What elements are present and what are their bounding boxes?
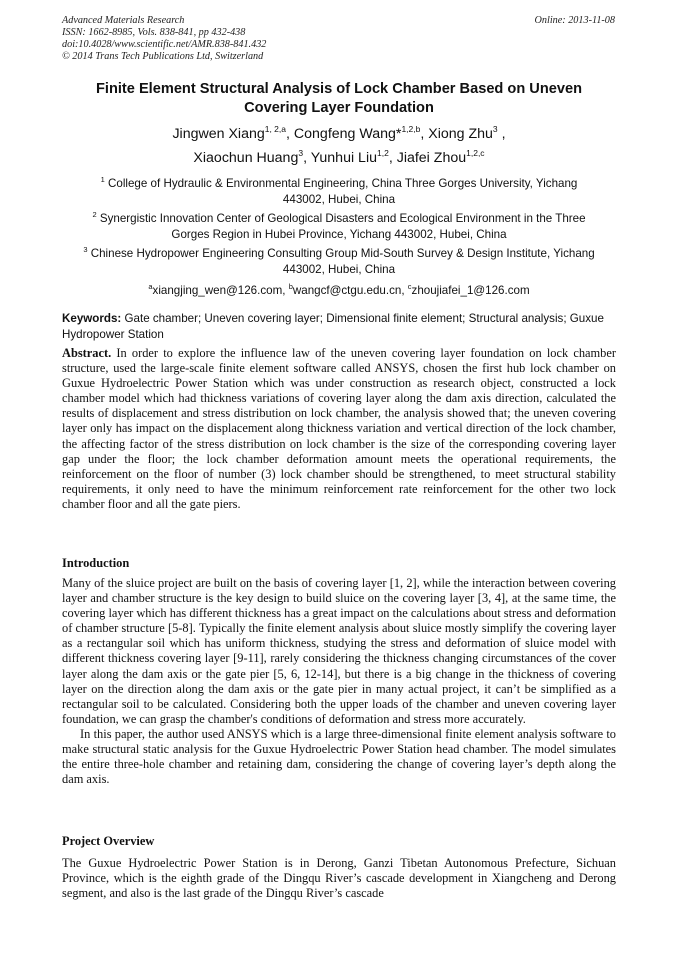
author-sup: 1,2,b bbox=[401, 124, 421, 134]
introduction-paragraph-1: Many of the sluice project are built on the basis of covering layer [1, 2], while the interaction between covering layer and chamber structure is the key design to build sluice on the covering layer [3, 4], at the same time, the covering layer which has different thickness has a great impact on the calculations about stress and deformation of chamber structure [5-8]. Typically the finite element analysis about sluice mostly simplify the covering layer as a rectangular soil which has uniform thickness, studying the stress and deformation of sluice model with different thickness covering layer [9-11], rarely considering the thickness changing circumstances of the cover layer along the dam axis or the gate pier [5, 6, 12-14], but there is a big change in the thickness of covering layer on the direction along the dam axis or the gate pier in many actual project, it can’t be simplified as a rectangular soil to be calculated. Considering both the upper loads of the chamber and uneven covering layer foundation, we can grasp the chamber's conditions of deformation and stress more accurately. bbox=[62, 576, 616, 726]
affiliation-text: Synergistic Innovation Center of Geological Disasters and Ecological Environment in the Three bbox=[99, 212, 586, 225]
author-sup: 1, 2,a bbox=[264, 124, 287, 134]
journal-header bbox=[62, 15, 266, 63]
keywords-block bbox=[62, 311, 616, 342]
author-sup: 3 bbox=[492, 124, 498, 134]
affiliation-number: 2 bbox=[92, 210, 97, 219]
keywords-label: Keywords: bbox=[62, 312, 122, 325]
keywords-text: Gate chamber; Uneven covering layer; Dimensional finite element; Structural analysis; Guxue Hydropower Station bbox=[62, 312, 604, 341]
affiliation-number: 3 bbox=[83, 245, 88, 254]
introduction-body bbox=[62, 576, 616, 787]
author-sup: 1,2 bbox=[377, 148, 389, 158]
author-name: Jiafei Zhou bbox=[396, 150, 467, 166]
author-sup: 1,2,c bbox=[466, 148, 485, 158]
email-line bbox=[62, 283, 616, 298]
project-overview-heading: Project Overview bbox=[62, 834, 155, 848]
affiliation-text: 443002, Hubei, China bbox=[282, 262, 396, 276]
author-line-2 bbox=[62, 148, 616, 168]
abstract-label: Abstract. bbox=[62, 346, 112, 360]
title-line-2: Covering Layer Foundation bbox=[244, 99, 434, 116]
online-date: Online: 2013-11-08 bbox=[534, 15, 615, 26]
abstract-block bbox=[62, 346, 616, 512]
doi-line: doi:10.4028/www.scientific.net/AMR.838-841.432 bbox=[62, 39, 267, 50]
author-separator: , bbox=[420, 126, 429, 142]
email-address: zhoujiafei_1@126.com bbox=[411, 284, 530, 297]
email-sup: b bbox=[288, 282, 293, 291]
affiliation-text: 443002, Hubei, China bbox=[282, 192, 396, 206]
author-name: Yunhui Liu bbox=[310, 150, 377, 166]
author-name: Xiong Zhu bbox=[428, 126, 493, 142]
author-sup: 3 bbox=[298, 148, 304, 158]
author-separator: , bbox=[388, 150, 397, 166]
email-sup: c bbox=[407, 282, 412, 291]
affiliation-text: Chinese Hydropower Engineering Consulting Group Mid-South Survey & Design Institute, Yichang bbox=[90, 247, 595, 260]
affiliation-3 bbox=[62, 246, 616, 277]
affiliation-text: College of Hydraulic & Environmental Engineering, China Three Gorges University, Yichang bbox=[108, 177, 578, 190]
email-address: wangcf@ctgu.edu.cn, bbox=[292, 284, 408, 297]
affiliation-text: Gorges Region in Hubei Province, Yichang 443002, Hubei, China bbox=[171, 227, 507, 241]
project-overview-paragraph-1: The Guxue Hydroelectric Power Station is in Derong, Ganzi Tibetan Autonomous Prefecture, Sichuan Province, which is the eighth grade of the Dingqu River’s cascade development in Xiangcheng and Derong segment, and also is the last grade of the Dingqu River’s cascade bbox=[62, 856, 616, 901]
author-separator: , bbox=[303, 150, 311, 166]
author-separator: , bbox=[497, 126, 506, 142]
title-line-1: Finite Element Structural Analysis of Lock Chamber Based on Uneven bbox=[95, 81, 583, 97]
email-address: xiangjing_wen@126.com, bbox=[152, 284, 289, 297]
issn-line: ISSN: 1662-8985, Vols. 838-841, pp 432-438 bbox=[62, 27, 246, 38]
author-separator: , bbox=[286, 126, 294, 142]
author-line-1 bbox=[62, 124, 616, 144]
project-overview-body bbox=[62, 856, 616, 901]
affiliation-number: 1 bbox=[100, 175, 105, 184]
paper-title bbox=[62, 80, 616, 117]
introduction-paragraph-2: In this paper, the author used ANSYS which is a large three-dimensional finite element analysis software to make structural static analysis for the Guxue Hydroelectric Power Station head chamber. The model simulates the entire three-hole chamber and retaining dam, considering the change of covering layer’s depth along the dam axis. bbox=[62, 726, 616, 787]
author-name: Jingwen Xiang bbox=[172, 126, 265, 142]
email-sup: a bbox=[148, 282, 153, 291]
author-name: Xiaochun Huang bbox=[193, 150, 299, 166]
affiliation-2 bbox=[62, 211, 616, 242]
abstract-text: In order to explore the influence law of the uneven covering layer foundation on lock chamber structure, used the large-scale finite element software called ANSYS, chosen the first hub lock chamber on Guxue Hydroelectric Power Station which was under construction as research object, constructed a lock chamber model which had thickness variations of covering layer along the dam axis direction, calculated the results of displacement and stress distribution on lock chamber, the analysis showed that; the uneven covering layer only has impact on the displacement along thickness variation and vertical direction of the lock chamber, the affecting factor of the stress distribution on lock chamber is the size of the corresponding covering layer gap under the floor; the lock chamber deformation amount meets the operational requirements, the reinforcement on the floor of number (3) lock chamber should be strengthened, to meet structural stability requirements, it only need to have the minimum reinforcement rate reinforcement for the other two lock chamber floor and all the gate piers. bbox=[62, 346, 616, 511]
introduction-heading: Introduction bbox=[62, 556, 130, 570]
journal-name: Advanced Materials Research bbox=[62, 15, 185, 26]
affiliation-1 bbox=[62, 176, 616, 207]
copyright-line: © 2014 Trans Tech Publications Ltd, Switzerland bbox=[62, 51, 264, 62]
author-name: Congfeng Wang* bbox=[293, 126, 402, 142]
